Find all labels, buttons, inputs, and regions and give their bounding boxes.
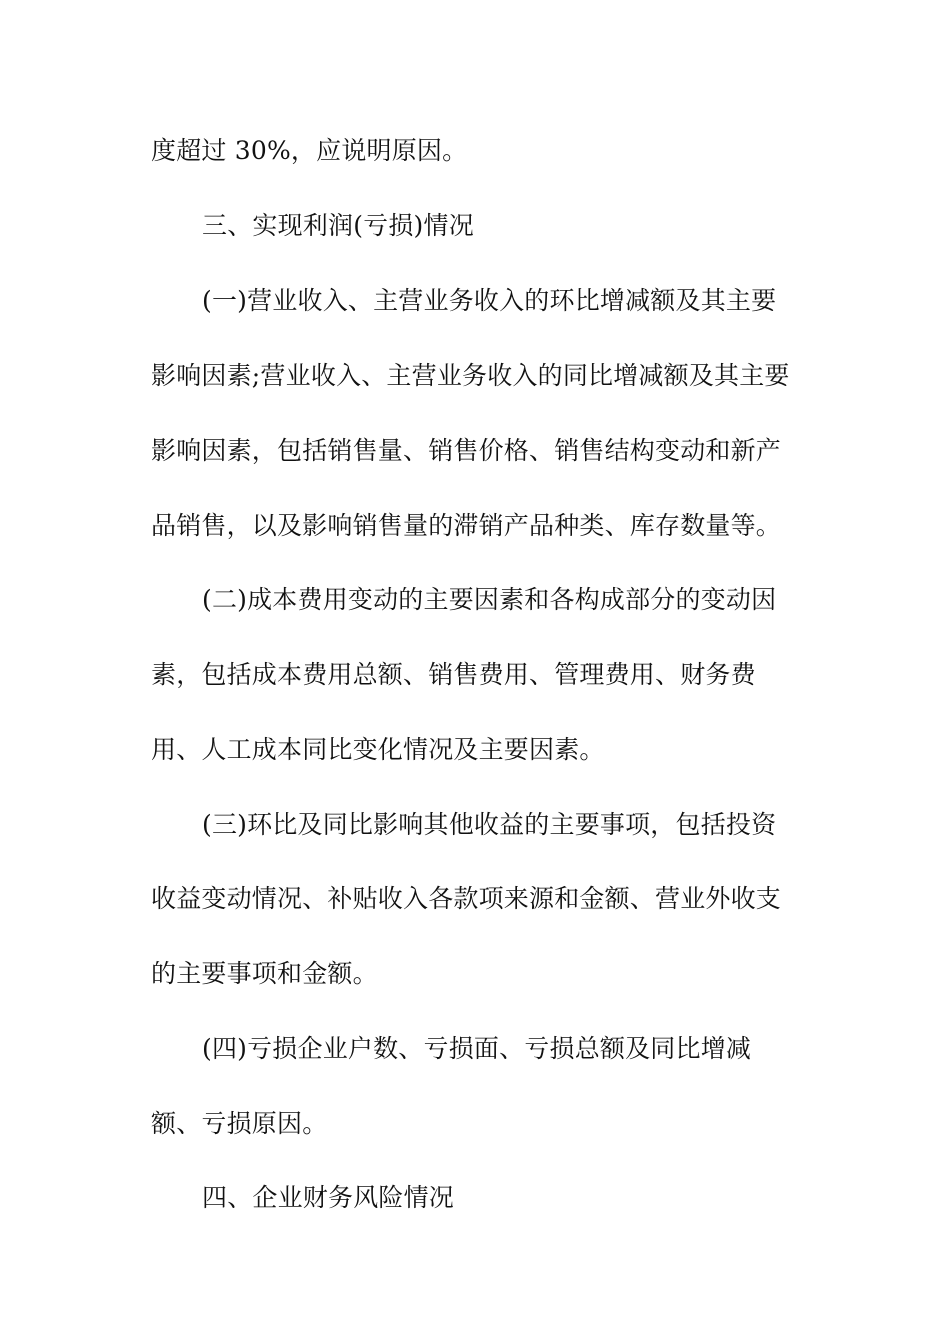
paragraph-line: 影响因素，包括销售量、销售价格、销售结构变动和新产 (151, 436, 782, 465)
paragraph-line: (三)环比及同比影响其他收益的主要事项，包括投资 (202, 810, 777, 839)
paragraph-line: 度超过 30%，应说明原因。 (151, 136, 468, 165)
section-heading-3: 三、实现利润(亏损)情况 (202, 211, 474, 240)
paragraph-line: (一)营业收入、主营业务收入的环比增减额及其主要 (202, 286, 777, 315)
paragraph-line: (四)亏损企业户数、亏损面、亏损总额及同比增减 (202, 1034, 752, 1063)
paragraph-line: 影响因素;营业收入、主营业务收入的同比增减额及其主要 (151, 361, 790, 390)
paragraph-line: (二)成本费用变动的主要因素和各构成部分的变动因 (202, 585, 777, 614)
paragraph-line: 素，包括成本费用总额、销售费用、管理费用、财务费 (151, 660, 756, 689)
paragraph-line: 用、人工成本同比变化情况及主要因素。 (151, 735, 605, 764)
paragraph-line: 额、亏损原因。 (151, 1109, 328, 1138)
paragraph-line: 品销售，以及影响销售量的滞销产品种类、库存数量等。 (151, 511, 782, 540)
section-heading-4: 四、企业财务风险情况 (202, 1183, 455, 1212)
paragraph-line: 收益变动情况、补贴收入各款项来源和金额、营业外收支 (151, 884, 782, 913)
paragraph-line: 的主要事项和金额。 (151, 959, 378, 988)
